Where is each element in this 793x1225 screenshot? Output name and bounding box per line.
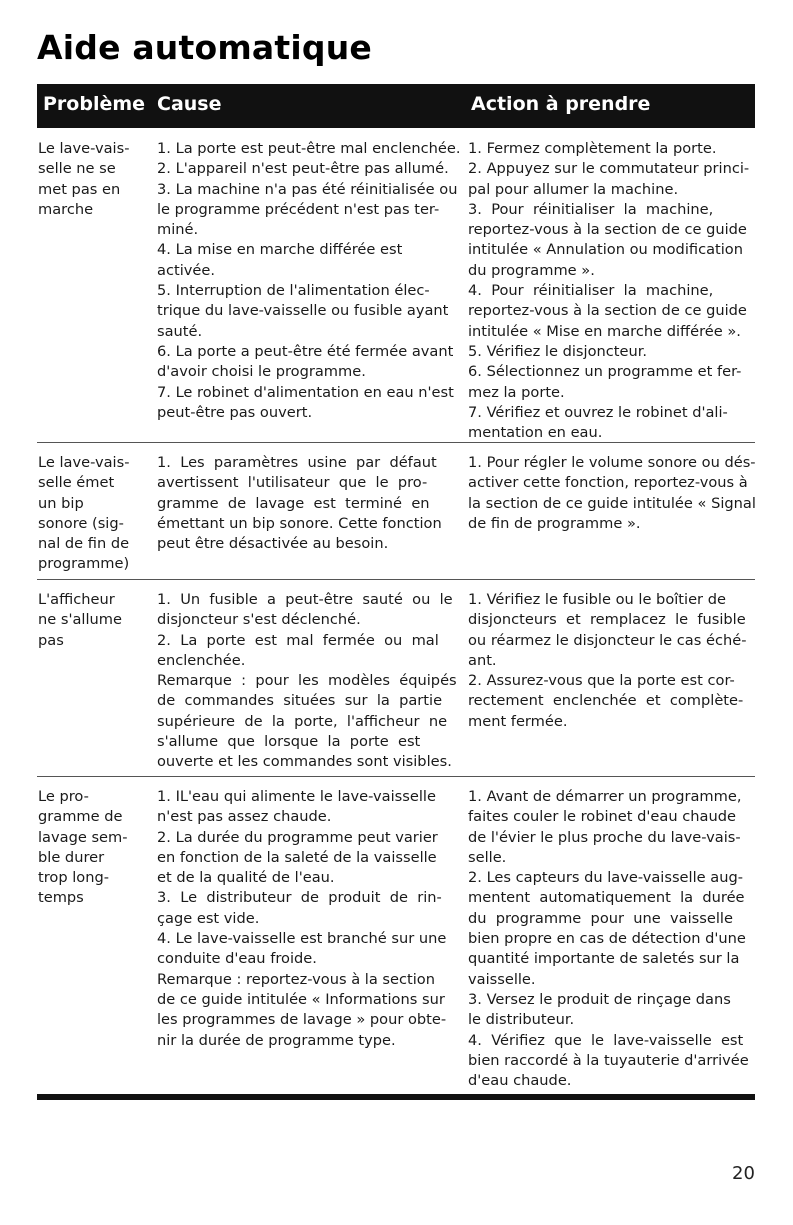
row-divider <box>37 579 755 580</box>
action-cell: 1. Fermez complètement la porte. 2. Appuyez sur le commutateur princi- pal pour allumer la machine. 3. Pour réinitialiser la machine, reportez-vous à la section de ce guide intitulée « Annulation ou modification du programme ». 4. Pour réinitialiser la machine, reportez-vous à la section de ce guide intitulée « Mise en marche différée ». 5. Vérifiez le disjoncteur. 6. Sélectionnez un programme et fer- mez la porte. 7. Vérifiez et ouvrez le robinet d'ali- mentation en eau. <box>468 140 750 442</box>
cause-cell: 1. Les paramètres usine par défaut avertissent l'utilisateur que le pro- gramme de lavage est terminé en émettant un bip sonore. Cette fonction peut être désactivée au besoin. <box>157 454 442 553</box>
cause-cell: 1. Un fusible a peut-être sauté ou le disjoncteur s'est déclenché. 2. La porte est mal fermée ou mal enclenchée. Remarque : pour les modèles équipés de commandes situées sur la partie supérieure de la porte, l'afficheur ne s'allume que lorsque la porte est ouverte et les commandes sont visibles. <box>157 591 457 771</box>
cause-cell: 1. La porte est peut-être mal enclenchée. 2. L'appareil n'est peut-être pas allumé. 3. La machine n'a pas été réinitialisée ou le programme précédent n'est pas ter- miné. 4. La mise en marche différée est activée. 5. Interruption de l'alimentation élec- trique du lave-vaisselle ou fusible ayant sauté. 6. La porte a peut-être été fermée avant d'avoir choisi le programme. 7. Le robinet d'alimentation en eau n'est peut-être pas ouvert. <box>157 140 461 421</box>
problem-cell: Le pro- gramme de lavage sem- ble durer trop long- temps <box>38 788 128 907</box>
page-number: 20 <box>732 1163 755 1184</box>
row-divider <box>37 442 755 443</box>
cause-cell: 1. IL'eau qui alimente le lave-vaisselle n'est pas assez chaude. 2. La durée du programme peut varier en fonction de la saleté de la vaisselle et de la qualité de l'eau. 3. Le distributeur de produit de rin- çage est vide. 4. Le lave-vaisselle est branché sur une conduite d'eau froide. Remarque : reportez-vous à la section de ce guide intitulée « Informations sur les programmes de lavage » pour obte- nir la durée de programme type. <box>157 788 447 1049</box>
header-cause: Cause <box>157 93 222 115</box>
action-cell: 1. Vérifiez le fusible ou le boîtier de disjoncteurs et remplacez le fusible ou réarmez le disjoncteur le cas éché- ant. 2. Assurez-vous que la porte est cor- rectement enclenchée et complète- ment fermée. <box>468 591 747 730</box>
action-cell: 1. Avant de démarrer un programme, faites couler le robinet d'eau chaude de l'évier le plus proche du lave-vais- selle. 2. Les capteurs du lave-vaisselle aug- mentent automatiquement la durée du programme pour une vaisselle bien propre en cas de détection d'une quantité importante de saletés sur la vaisselle. 3. Versez le produit de rinçage dans le distributeur. 4. Vérifiez que le lave-vaisselle est bien raccordé à la tuyauterie d'arrivée d'eau chaude. <box>468 788 749 1090</box>
row-divider <box>37 776 755 777</box>
page-title: Aide automatique <box>37 28 372 67</box>
problem-cell: Le lave-vais- selle émet un bip sonore (sig- nal de fin de programme) <box>38 454 130 573</box>
bottom-rule <box>37 1094 755 1100</box>
action-cell: 1. Pour régler le volume sonore ou dés- activer cette fonction, reportez-vous à la section de ce guide intitulée « Signal de fin de programme ». <box>468 454 756 532</box>
problem-cell: L'afficheur ne s'allume pas <box>38 591 122 649</box>
problem-cell: Le lave-vais- selle ne se met pas en marche <box>38 140 130 218</box>
header-action: Action à prendre <box>471 93 651 115</box>
header-problem: Problème <box>43 93 146 115</box>
table-header <box>37 84 755 128</box>
